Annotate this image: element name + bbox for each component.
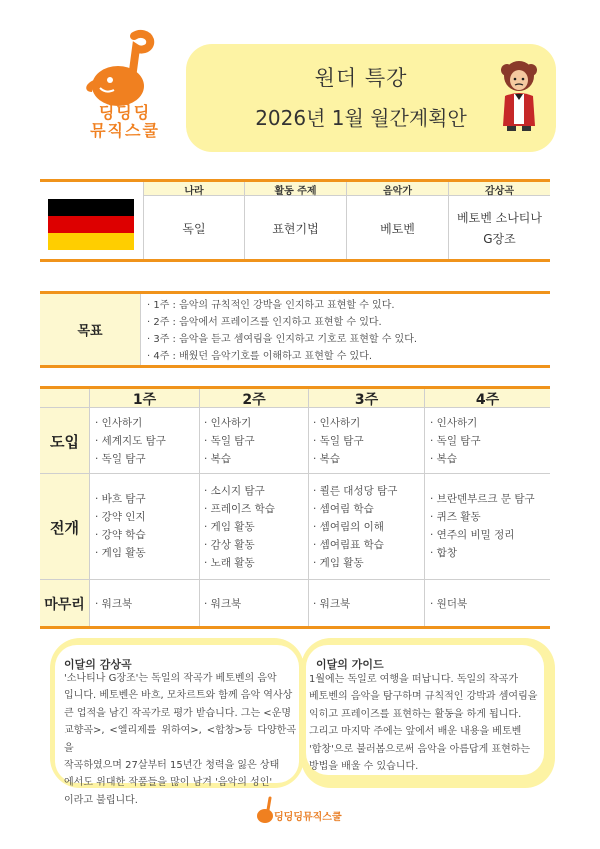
page-title: 원더 특강: [314, 66, 408, 90]
list-item: · 독일 탐구: [95, 453, 146, 465]
list-item: · 연주의 비밀 정리: [430, 529, 515, 541]
development-week3-cell: [313, 482, 397, 572]
closing-week3-item: · 워크북: [313, 598, 351, 610]
divider: [199, 389, 200, 626]
list-item: · 쾰른 대성당 탐구: [313, 485, 398, 497]
closing-week4-item: · 원더북: [430, 598, 468, 610]
appreciation-line: 교향곡>, <엘리제를 위하여>, <합창>등 다양한곡을: [64, 725, 296, 754]
list-item: · 독일 탐구: [204, 435, 255, 447]
beethoven-character-icon: [497, 60, 541, 132]
appreciation-line: 이라고 불립니다.: [64, 794, 138, 806]
guide-line: 1월에는 독일로 여행을 떠납니다. 독일의 작곡가: [309, 674, 518, 685]
list-item: · 인사하기: [313, 417, 361, 429]
list-item: · 브란덴부르크 문 탐구: [430, 493, 535, 505]
info-header-piece: 감상곡: [485, 186, 514, 197]
appreciation-line: 작곡하였으며 27살부터 15년간 청력을 잃은 상태: [64, 760, 280, 772]
divider: [424, 389, 425, 626]
guide-line: 베토벤의 음악을 탐구하며 규칙적인 강박과 셈여림을: [309, 691, 538, 703]
appreciation-line: '소나티나 G장조'는 독일의 작곡가 베토벤의 음악: [64, 673, 277, 684]
guide-line: 그리고 마지막 주에는 앞에서 배운 내용을 베토벤: [309, 726, 522, 738]
development-week4-cell: [430, 490, 535, 562]
list-item: · 인사하기: [95, 417, 143, 429]
list-item: · 독일 탐구: [313, 435, 364, 447]
info-header-theme: 활동 주제: [274, 186, 317, 197]
info-value-country: 독일: [182, 222, 206, 236]
logo-text-line2: 뮤직스쿨: [90, 121, 160, 140]
appreciation-body: [64, 670, 296, 809]
list-item: · 인사하기: [204, 417, 252, 429]
logo-text-line1: 딩딩딩: [98, 103, 152, 122]
goals-list: [147, 297, 547, 365]
row-label-development: 전개: [50, 519, 79, 537]
list-item: · 셈여림 학습: [313, 503, 374, 515]
week-4-header: 4주: [475, 392, 500, 408]
list-item: · 프레이즈 학습: [204, 503, 275, 515]
goals-bottom-border: [40, 365, 550, 368]
list-item: · 강약 학습: [95, 529, 146, 541]
list-item: · 퀴즈 활동: [430, 511, 481, 523]
intro-week3-cell: [313, 414, 364, 468]
appreciation-line: 에서도 위대한 작품들을 많이 남겨 '음악의 성인': [64, 777, 273, 789]
plan-bottom-border: [40, 626, 550, 629]
guide-line: '합창'으로 불러봄으로써 음악을 아름답게 표현하는: [309, 743, 531, 755]
logo-text: [80, 104, 170, 140]
closing-week2-item: · 워크북: [204, 598, 242, 610]
list-item: · 소시지 탐구: [204, 485, 265, 497]
goals-label: 목표: [77, 324, 103, 339]
germany-flag-black-stripe: [48, 199, 134, 216]
list-item: · 게임 활동: [313, 557, 364, 569]
goal-week4: · 4주 : 배웠던 음악기호를 이해하고 표현할 수 있다.: [147, 351, 373, 362]
page-subtitle: 2026년 1월 월간계획안: [255, 106, 467, 130]
list-item: · 강약 인지: [95, 511, 146, 523]
list-item: · 복습: [204, 453, 231, 465]
info-value-piece-line2: G장조: [483, 232, 516, 246]
divider: [140, 294, 141, 365]
info-value-piece-line1: 베토벤 소나티나: [457, 211, 542, 225]
list-item: · 셈여림의 이해: [313, 521, 384, 533]
divider: [40, 579, 550, 580]
info-header-country: 나라: [184, 186, 204, 197]
list-item: · 인사하기: [430, 417, 478, 429]
list-item: · 게임 활동: [204, 521, 255, 533]
music-note-mascot-logo: [78, 28, 170, 164]
appreciation-line: 입니다. 베토벤은 바흐, 모차르트와 함께 음악 역사상: [64, 690, 293, 702]
week-1-header: 1주: [132, 392, 157, 408]
info-table-bottom-border: [40, 259, 550, 262]
list-item: · 노래 활동: [204, 557, 255, 569]
list-item: · 바흐 탐구: [95, 493, 146, 505]
appreciation-title: 이달의 감상곡: [64, 658, 132, 671]
list-item: · 게임 활동: [95, 547, 146, 559]
germany-flag-red-stripe: [48, 216, 134, 233]
list-item: · 합창: [430, 547, 457, 559]
list-item: · 독일 탐구: [430, 435, 481, 447]
info-value-musician: 베토벤: [380, 222, 415, 236]
list-item: · 셈여림표 학습: [313, 539, 384, 551]
info-value-theme: 표현기법: [272, 222, 319, 236]
list-item: · 복습: [313, 453, 340, 465]
row-label-closing: 마무리: [44, 597, 85, 613]
list-item: · 복습: [430, 453, 457, 465]
intro-week1-cell: [95, 414, 166, 468]
development-week1-cell: [95, 490, 146, 562]
divider: [89, 389, 90, 626]
closing-week1-item: · 워크북: [95, 598, 133, 610]
list-item: · 세계지도 탐구: [95, 435, 166, 447]
goal-week3: · 3주 : 음악을 듣고 셈여림을 인지하고 기호로 표현할 수 있다.: [147, 334, 418, 345]
germany-flag-gold-stripe: [48, 233, 134, 250]
week-3-header: 3주: [354, 392, 379, 408]
footer-logo-text: 딩딩딩뮤직스쿨: [274, 812, 342, 823]
divider: [308, 389, 309, 626]
guide-line: 방법을 배울 수 있습니다.: [309, 761, 419, 773]
goal-week2: · 2주 : 음악에서 프레이즈를 인지하고 표현할 수 있다.: [147, 317, 382, 328]
list-item: · 감상 활동: [204, 539, 255, 551]
goal-week1: · 1주 : 음악의 규칙적인 강박을 인지하고 표현할 수 있다.: [147, 300, 395, 311]
divider: [40, 473, 550, 474]
guide-line: 익히고 프레이즈를 표현하는 활동을 하게 됩니다.: [309, 708, 522, 720]
row-label-intro: 도입: [50, 433, 79, 451]
development-week2-cell: [204, 482, 275, 572]
info-header-musician: 음악가: [383, 186, 412, 197]
guide-body: [309, 671, 541, 775]
guide-title: 이달의 가이드: [316, 658, 384, 671]
intro-week2-cell: [204, 414, 255, 468]
appreciation-line: 큰 업적을 남긴 작곡가로 평가 받습니다. 그는 <운명: [64, 707, 292, 719]
week-2-header: 2주: [242, 392, 266, 408]
intro-week4-cell: [430, 414, 481, 468]
